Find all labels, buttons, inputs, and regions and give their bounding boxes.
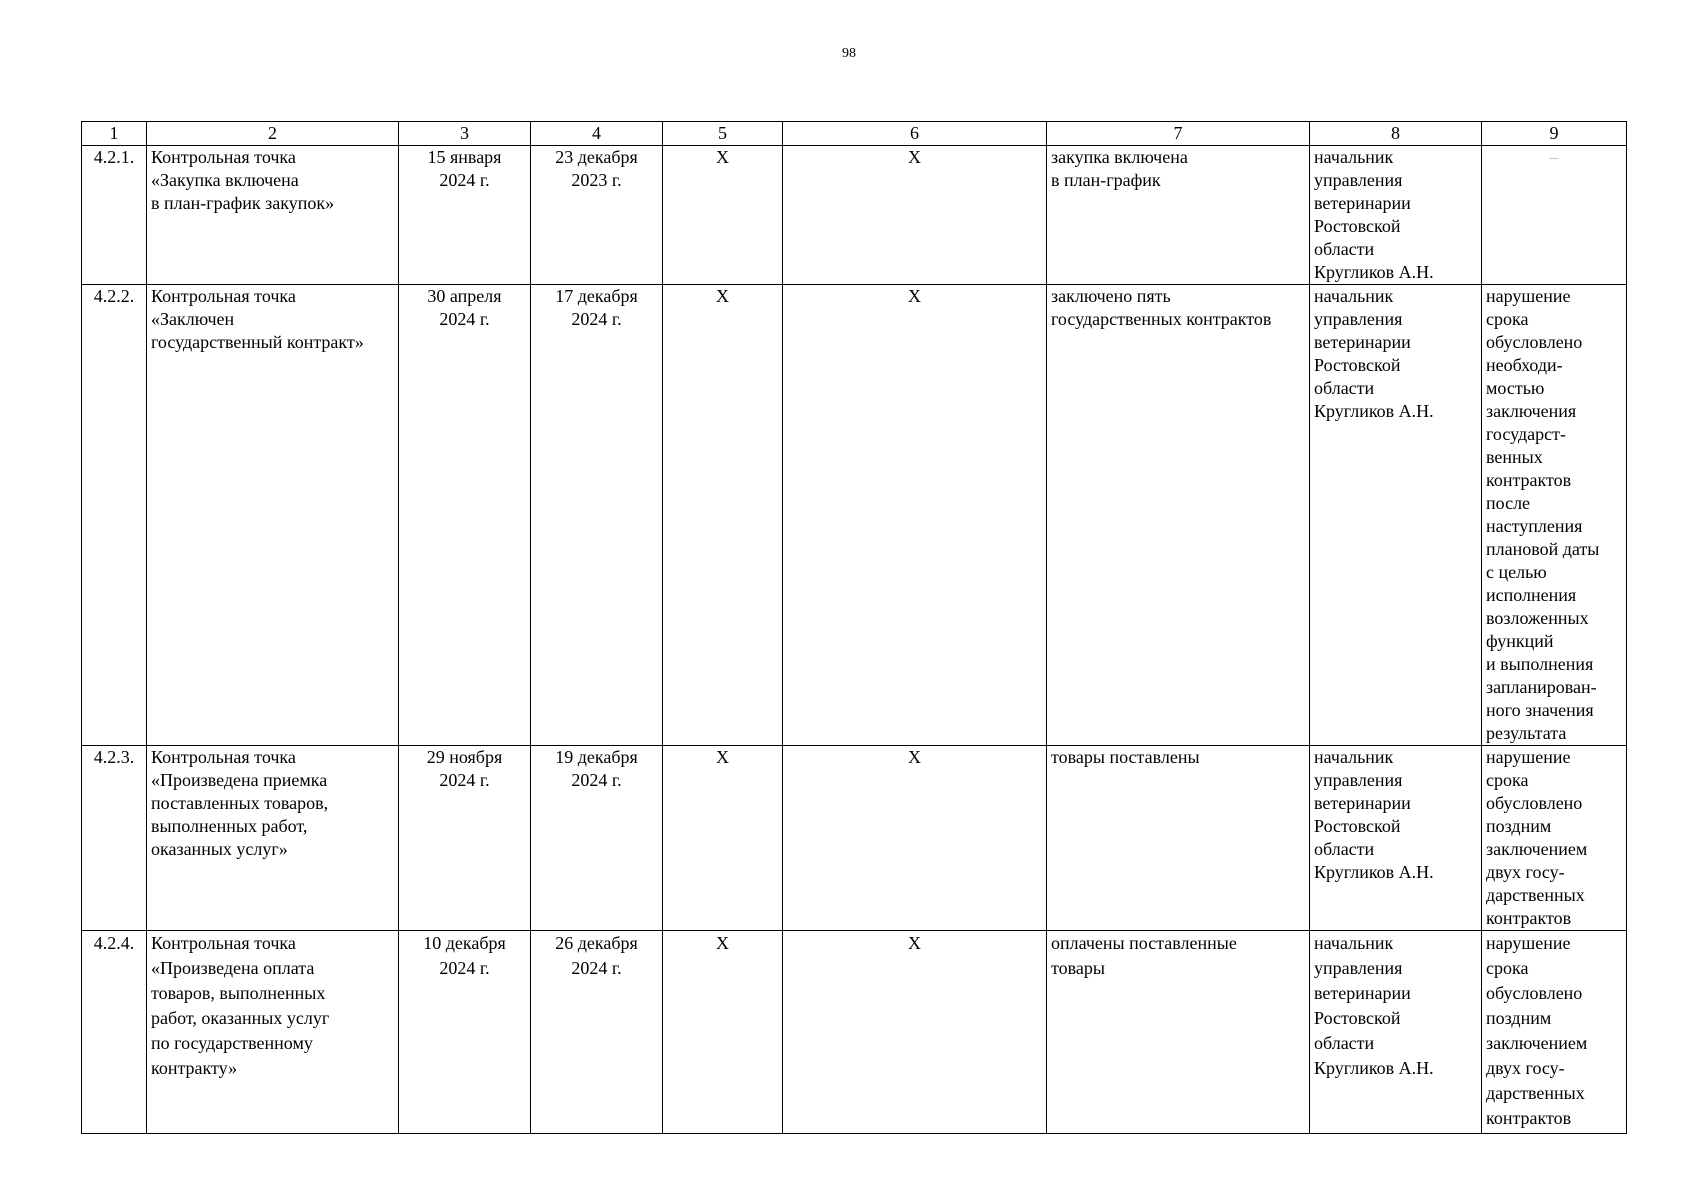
result-text: закупка включена в план-график — [1047, 146, 1310, 285]
column-header-4: 4 — [531, 122, 663, 146]
header-row — [82, 122, 1627, 146]
column-header-2: 2 — [147, 122, 399, 146]
note-text: – — [1482, 146, 1627, 285]
table-row — [82, 746, 1627, 931]
control-point-name: Контрольная точка «Произведена оплата товаров, выполненных работ, оказанных услуг по государственному контракту» — [147, 931, 399, 1134]
control-point-name: Контрольная точка «Закупка включена в план-график закупок» — [147, 146, 399, 285]
column-header-5: 5 — [663, 122, 783, 146]
actual-date: 23 декабря 2023 г. — [531, 146, 663, 285]
result-text: оплачены поставленные товары — [1047, 931, 1310, 1134]
control-point-name: Контрольная точка «Произведена приемка поставленных товаров, выполненных работ, оказанных услуг» — [147, 746, 399, 931]
note-text: нарушение срока обусловлено поздним заключением двух госу- дарственных контрактов — [1482, 931, 1627, 1134]
row-number: 4.2.4. — [82, 931, 147, 1134]
responsible-person: начальник управления ветеринарии Ростовской области Кругликов А.Н. — [1310, 285, 1482, 746]
column-header-1: 1 — [82, 122, 147, 146]
column-6-value: X — [783, 931, 1047, 1134]
table-row — [82, 931, 1627, 1134]
table-row — [82, 285, 1627, 746]
column-6-value: X — [783, 746, 1047, 931]
responsible-person: начальник управления ветеринарии Ростовской области Кругликов А.Н. — [1310, 931, 1482, 1134]
column-5-value: X — [663, 931, 783, 1134]
planned-date: 10 декабря 2024 г. — [399, 931, 531, 1134]
planned-date: 15 января 2024 г. — [399, 146, 531, 285]
column-5-value: X — [663, 146, 783, 285]
control-point-name: Контрольная точка «Заключен государственный контракт» — [147, 285, 399, 746]
column-5-value: X — [663, 285, 783, 746]
actual-date: 26 декабря 2024 г. — [531, 931, 663, 1134]
column-header-3: 3 — [399, 122, 531, 146]
planned-date: 29 ноября 2024 г. — [399, 746, 531, 931]
result-text: товары поставлены — [1047, 746, 1310, 931]
planned-date: 30 апреля 2024 г. — [399, 285, 531, 746]
page-number: 98 — [842, 46, 856, 61]
responsible-person: начальник управления ветеринарии Ростовской области Кругликов А.Н. — [1310, 746, 1482, 931]
row-number: 4.2.1. — [82, 146, 147, 285]
column-header-9: 9 — [1482, 122, 1627, 146]
responsible-person: начальник управления ветеринарии Ростовской области Кругликов А.Н. — [1310, 146, 1482, 285]
column-header-8: 8 — [1310, 122, 1482, 146]
row-number: 4.2.3. — [82, 746, 147, 931]
column-6-value: X — [783, 285, 1047, 746]
control-points-table — [81, 121, 1627, 1134]
actual-date: 17 декабря 2024 г. — [531, 285, 663, 746]
actual-date: 19 декабря 2024 г. — [531, 746, 663, 931]
result-text: заключено пять государственных контрактов — [1047, 285, 1310, 746]
note-text: нарушение срока обусловлено необходи- мостью заключения государст- венных контрактов после наступления плановой даты с целью исполнения возложенных функций и выполнения запланирован- ного значения результата — [1482, 285, 1627, 746]
table-row — [82, 146, 1627, 285]
row-number: 4.2.2. — [82, 285, 147, 746]
column-6-value: X — [783, 146, 1047, 285]
note-text: нарушение срока обусловлено поздним заключением двух госу- дарственных контрактов — [1482, 746, 1627, 931]
column-5-value: X — [663, 746, 783, 931]
column-header-6: 6 — [783, 122, 1047, 146]
column-header-7: 7 — [1047, 122, 1310, 146]
